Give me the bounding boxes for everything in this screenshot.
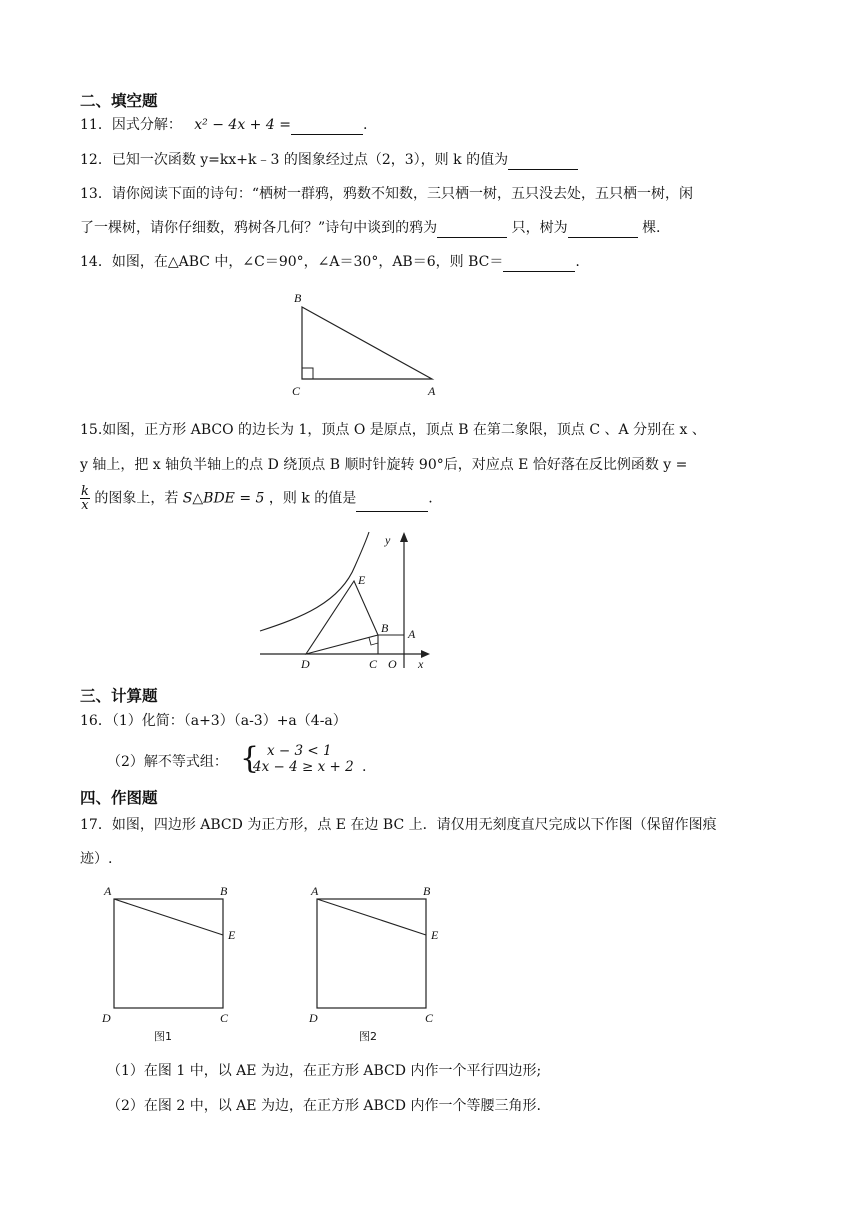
question-text: 迹）.	[80, 851, 113, 867]
question-number: 12．	[80, 152, 112, 168]
question-15-line-2	[80, 455, 687, 475]
label-b: B	[381, 621, 389, 635]
question-text: 已知一次函数 y=kx+k﹣3 的图象经过点（2，3），则 k 的值为	[111, 152, 509, 168]
square-abcd	[317, 899, 426, 1008]
segment-ae	[114, 899, 223, 935]
inequality-1: x − 3 < 1	[267, 743, 332, 759]
question-number: 16．	[80, 713, 112, 729]
question-number: 15.	[80, 422, 103, 438]
system-brace: {	[240, 741, 260, 776]
fraction-k-over-x	[80, 485, 90, 512]
question-text: （2）解不等式组：	[107, 754, 228, 770]
question-text: 如图，正方形 ABCO 的边长为 1，顶点 O 是原点，顶点 B 在第二象限，顶点 C 、A 分别在 x 、	[102, 422, 706, 438]
coordinate-figure	[255, 528, 445, 673]
question-text: ，则 k 的值是	[268, 490, 357, 507]
question-text: y 轴上，把 x 轴负半轴上的点 D 绕顶点 B 顺时针旋转 90°后，对应点 E 恰好落在反比例函数 y =	[80, 457, 688, 473]
question-17-subquestion-1: （1）在图 1 中，以 AE 为边，在正方形 ABCD 内作一个平行四边形;	[107, 1063, 542, 1079]
label-d: D	[102, 1011, 111, 1025]
question-text: 因式分解：	[111, 117, 182, 133]
square-abcd	[114, 899, 223, 1008]
label-e: E	[431, 928, 439, 942]
y-axis-arrow	[400, 532, 408, 542]
question-11	[80, 115, 367, 135]
label-e: E	[228, 928, 236, 942]
right-angle-mark	[369, 638, 378, 646]
answer-blank-crows[interactable]	[437, 222, 507, 238]
question-text: 了一棵树，请你仔细数，鸦树各几何？”诗句中谈到的鸦为	[80, 220, 438, 236]
label-b: B	[294, 291, 302, 305]
question-text: 的图象上，若	[94, 490, 183, 507]
question-15-line-3	[80, 485, 433, 512]
triangle-figure	[280, 285, 450, 400]
question-16-part-2	[107, 752, 228, 772]
question-number: 13．	[80, 186, 112, 202]
figure-caption: 图1	[154, 1030, 172, 1043]
triangle-abc	[302, 307, 432, 379]
question-17-subquestion-2: （2）在图 2 中，以 AE 为边，在正方形 ABCD 内作一个等腰三角形.	[107, 1098, 541, 1114]
answer-blank-trees[interactable]	[568, 222, 638, 238]
triangle-bde	[306, 581, 378, 654]
question-number: 11．	[80, 117, 112, 133]
label-o: O	[388, 657, 397, 671]
denominator: x	[81, 498, 89, 513]
label-b: B	[423, 884, 431, 898]
label-b: B	[220, 884, 228, 898]
figure-1	[98, 880, 248, 1048]
answer-blank[interactable]	[503, 256, 575, 272]
question-17-line-2	[80, 849, 112, 869]
segment-ae	[317, 899, 426, 935]
square-abco	[378, 635, 404, 654]
question-text: 如图，四边形 ABCD 为正方形，点 E 在边 BC 上．请仅用无刻度直尺完成以下作图（保留作图痕	[111, 817, 717, 833]
question-text: 如图，在△ABC 中，∠C＝90°，∠A＝30°，AB＝6，则 BC＝	[111, 254, 504, 270]
label-a: A	[311, 884, 319, 898]
question-text: 请你阅读下面的诗句：“栖树一群鸦，鸦数不知数，三只栖一树，五只没去处，五只栖一树，闲	[111, 186, 693, 202]
question-17-line-1	[80, 815, 717, 835]
question-13-line-2	[80, 218, 661, 238]
label-c: C	[425, 1011, 434, 1025]
label-c: C	[220, 1011, 229, 1025]
question-15-line-1	[80, 420, 706, 440]
label-d: D	[309, 1011, 318, 1025]
label-a: A	[428, 384, 436, 398]
label-x: x	[418, 657, 424, 671]
question-text: 棵.	[642, 220, 661, 236]
numerator: k	[81, 484, 89, 499]
inequality-system	[253, 743, 354, 775]
question-12	[80, 150, 578, 170]
period: .	[362, 759, 367, 775]
label-c: C	[292, 384, 301, 398]
question-16-part-1	[80, 711, 347, 731]
question-text: 只，树为	[511, 220, 568, 236]
question-14	[80, 252, 580, 272]
figure-2	[301, 880, 451, 1048]
label-a: A	[104, 884, 112, 898]
question-13-line-1	[80, 184, 693, 204]
answer-blank[interactable]	[291, 119, 363, 135]
area-expression: S△BDE = 5	[182, 490, 265, 507]
label-d: D	[301, 657, 310, 671]
period: .	[428, 490, 433, 507]
label-e: E	[358, 573, 366, 587]
answer-blank[interactable]	[356, 496, 428, 512]
section-heading-calculation: 三、计算题	[80, 687, 158, 705]
label-y: y	[385, 533, 391, 547]
period: .	[575, 254, 580, 270]
math-expression: x² − 4x + 4 =	[194, 117, 291, 133]
figure-caption: 图2	[359, 1030, 377, 1043]
question-number: 14．	[80, 254, 112, 270]
right-angle-mark	[302, 368, 313, 379]
section-heading-drawing: 四、作图题	[80, 789, 158, 807]
question-number: 17．	[80, 817, 112, 833]
inequality-2: 4x − 4 ≥ x + 2	[253, 759, 354, 775]
answer-blank[interactable]	[508, 154, 578, 170]
period: .	[362, 117, 368, 133]
label-a: A	[408, 627, 416, 641]
section-heading-fill-in: 二、填空题	[80, 92, 158, 110]
question-text: （1）化简：（a+3）（a-3）+a（4-a）	[111, 713, 347, 729]
hyperbola-curve	[260, 532, 369, 631]
label-c: C	[369, 657, 378, 671]
